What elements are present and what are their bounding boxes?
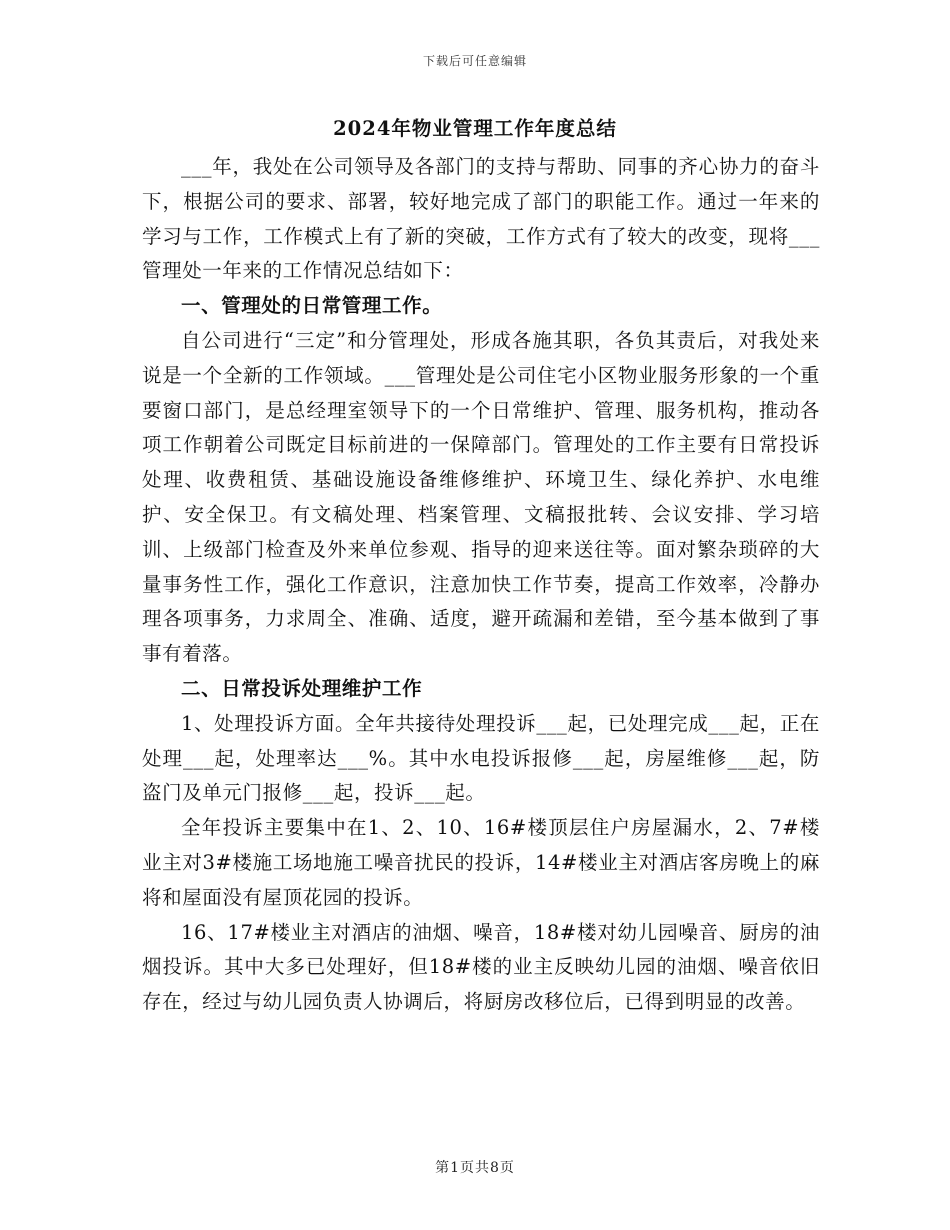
page-header-note: 下载后可任意编辑 [422,54,527,68]
page-number-footer: 第1页共8页 [435,1160,515,1176]
intro-paragraph: ___年，我处在公司领导及各部门的支持与帮助、同事的齐心协力的奋斗下，根据公司的要求、部署，较好地完成了部门的职能工作。通过一年来的学习与工作，工作模式上有了新的突破，工作方式有了较大的改变，现将___管理处一年来的工作情况总结如下： [142,155,820,283]
body-paragraph: 全年投诉主要集中在1、2、10、16#楼顶层住户房屋漏水，2、7#楼业主对3#楼施工场地施工噪音扰民的投诉，14#楼业主对酒店客房晚上的麻将和屋面没有屋顶花园的投诉。 [142,816,820,909]
body-paragraph: 1、处理投诉方面。全年共接待处理投诉___起，已处理完成___起，正在处理___起，处理率达___%。其中水电投诉报修___起，房屋维修___起，防盗门及单元门报修___起，投诉___起。 [142,711,820,805]
body-paragraph: 16、17#楼业主对酒店的油烟、噪音，18#楼对幼儿园噪音、厨房的油烟投诉。其中大多已处理好，但18#楼的业主反映幼儿园的油烟、噪音依旧存在，经过与幼儿园负责人协调后，将厨房改移位后，已得到明显的改善。 [142,920,820,1014]
body-paragraph: 自公司进行“三定”和分管理处，形成各施其职，各负其责后，对我处来说是一个全新的工作领域。___管理处是公司住宅小区物业服务形象的一个重要窗口部门，是总经理室领导下的一个日常维护、管理、服务机构，推动各项工作朝着公司既定目标前进的一保障部门。管理处的工作主要有日常投诉处理、收费租赁、基础设施设备维修维护、环境卫生、绿化养护、水电维护、安全保卫。有文稿处理、档案管理、文稿报批转、会议安排、学习培训、上级部门检查及外来单位参观、指导的迎来送往等。面对繁杂琐碎的大量事务性工作，强化工作意识，注意加快工作节奏，提高工作效率，冷静办理各项事务，力求周全、准确、适度，避开疏漏和差错，至今基本做到了事事有着落。 [142,328,820,666]
section-heading-daily-management: 一、管理处的日常管理工作。 [181,294,443,318]
section-heading-complaint-handling: 二、日常投诉处理维护工作 [181,676,423,700]
document-body [142,150,820,1020]
document-title: 2024年物业管理工作年度总结 [333,117,617,140]
